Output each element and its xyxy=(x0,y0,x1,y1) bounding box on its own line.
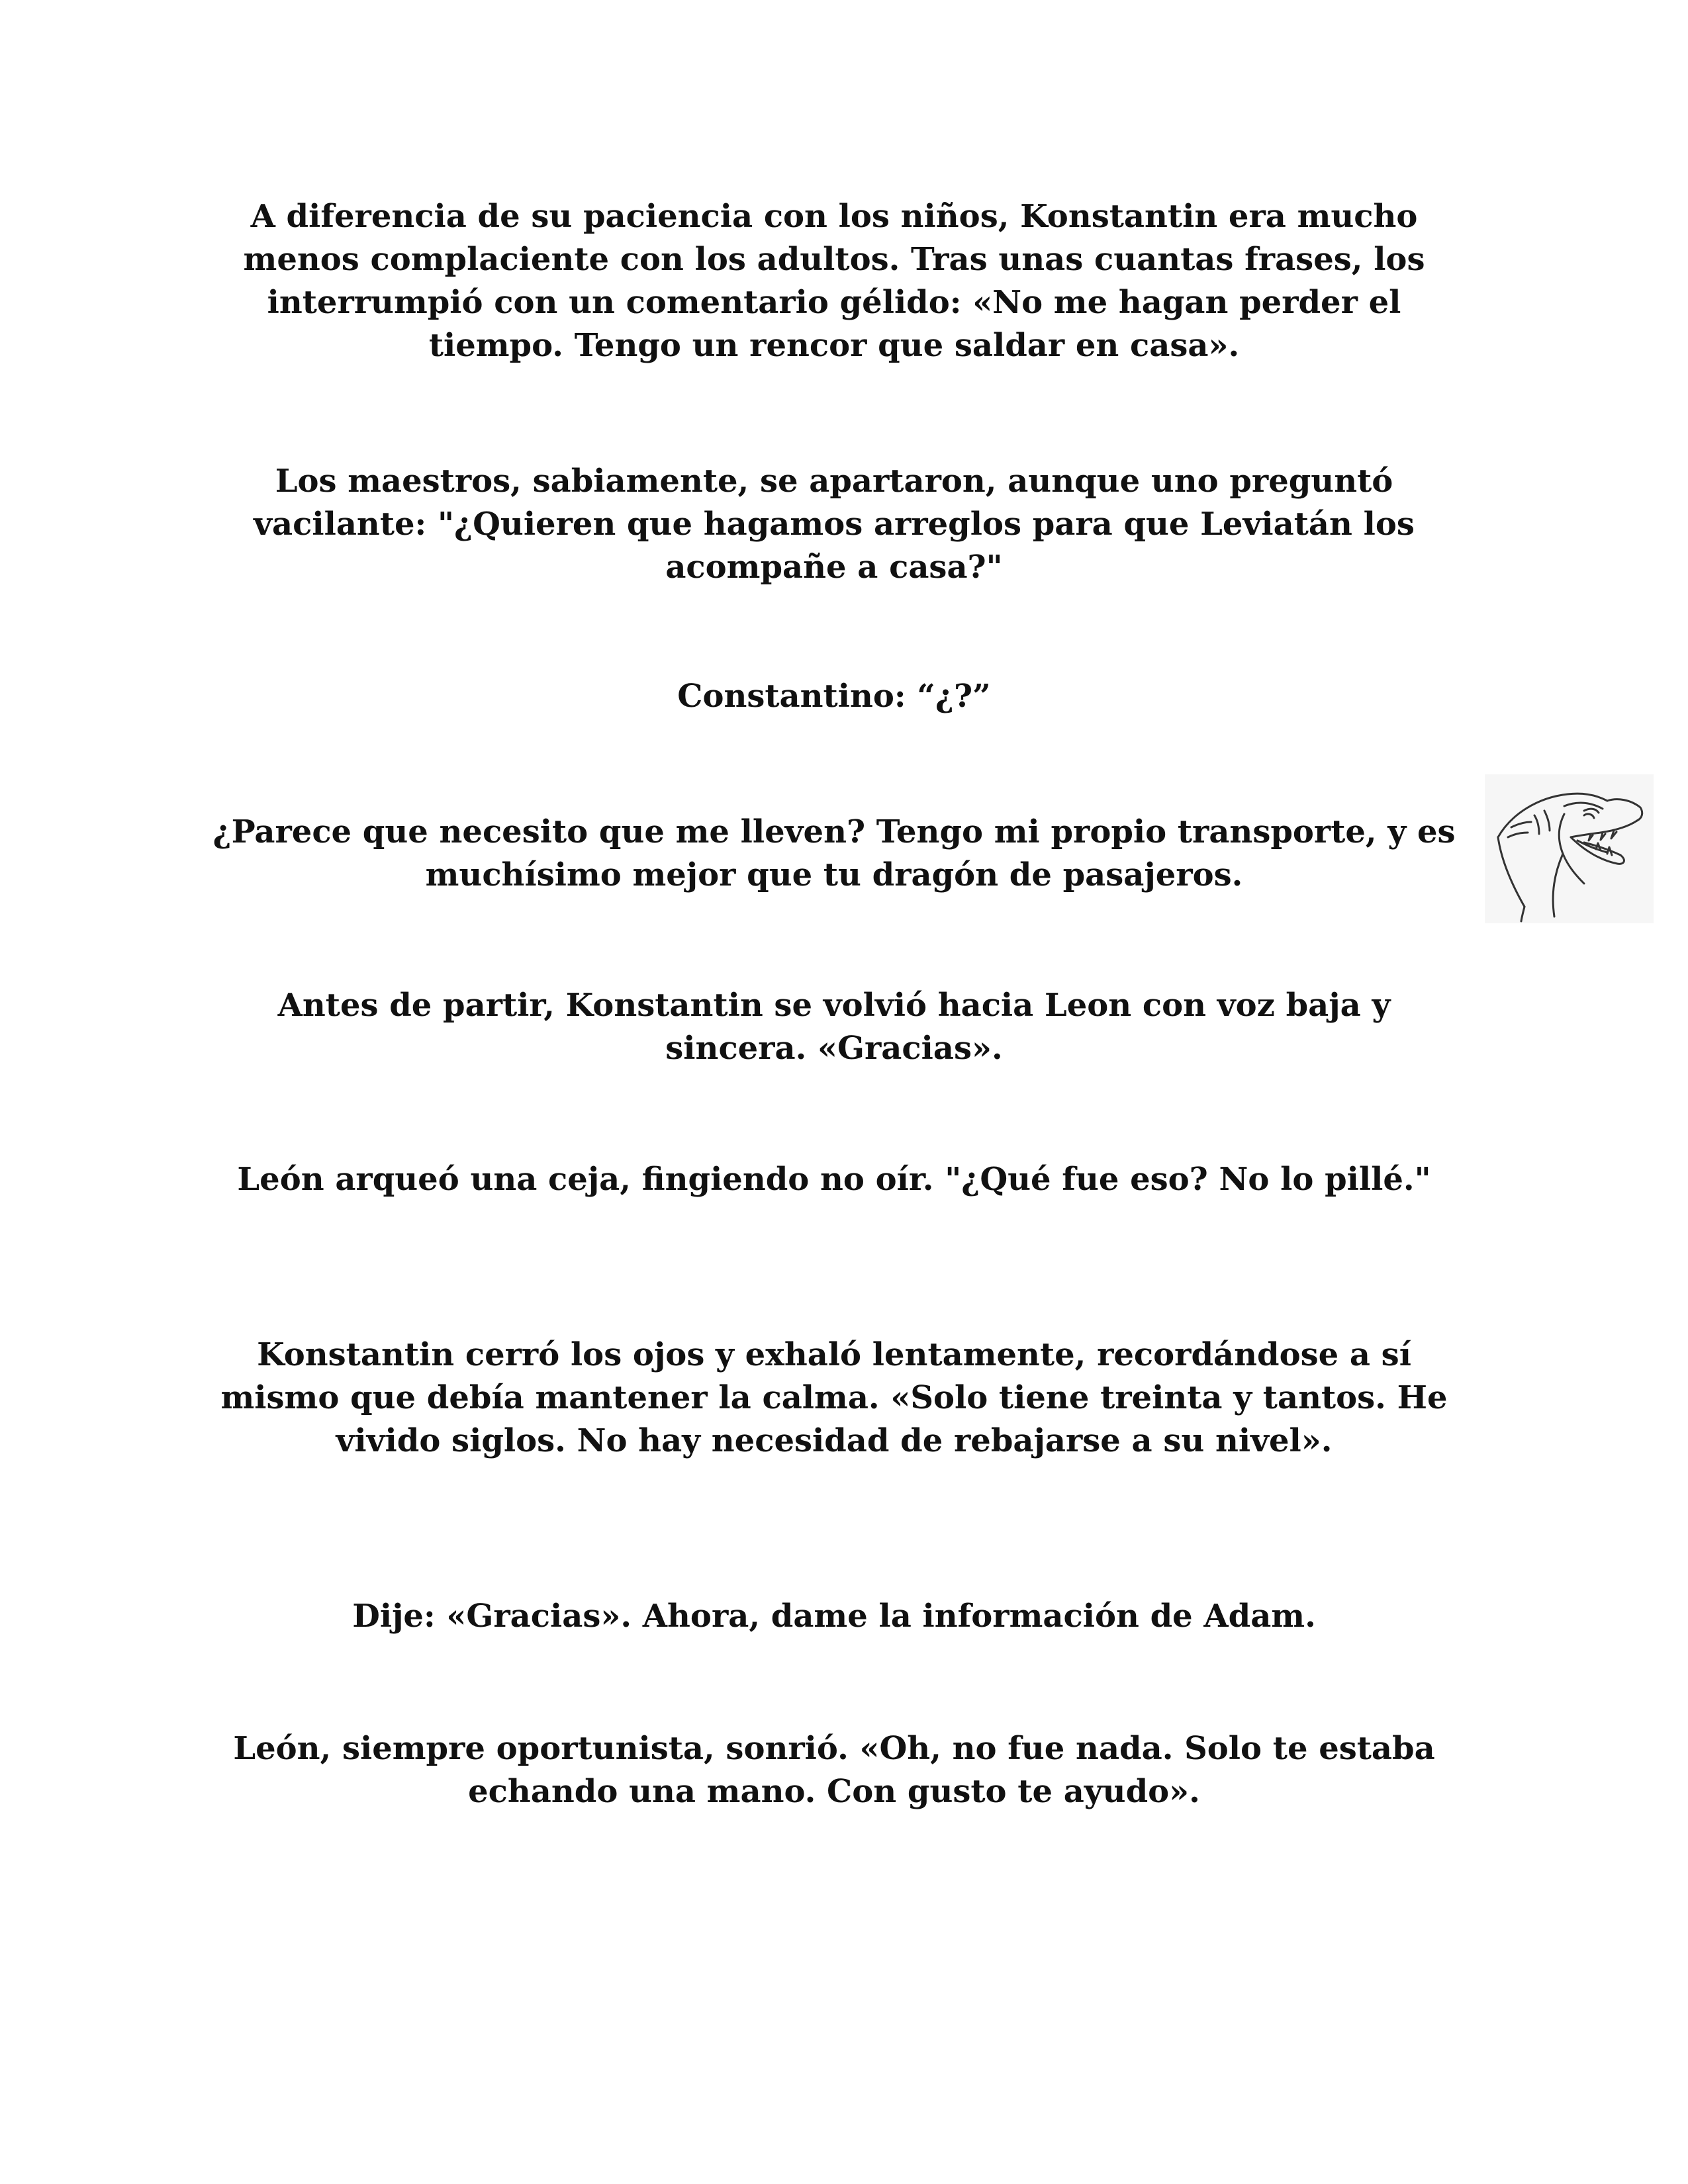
paragraph-8: Dije: «Gracias». Ahora, dame la información de Adam. xyxy=(352,1598,1316,1635)
paragraph-7: Konstantin cerró los ojos y exhaló lentamente, recordándose a sí mismo que debía mantener la calma. «Solo tiene treinta y tantos. He vivido siglos. No hay necesidad de rebajarse a su nivel». xyxy=(220,1336,1448,1459)
paragraph-3: Constantino: “¿?” xyxy=(677,678,991,715)
paragraph-9: León, siempre oportunista, sonrió. «Oh, no fue nada. Solo te estaba echando una mano. Con gusto te ayudo». xyxy=(233,1730,1435,1810)
dragon-head-sketch-icon xyxy=(1485,774,1654,923)
paragraph-2: Los maestros, sabiamente, se apartaron, aunque uno preguntó vacilante: "¿Quieren que hagamos arreglos para que Leviatán los acompañe a casa?" xyxy=(254,463,1415,586)
paragraph-1: A diferencia de su paciencia con los niños, Konstantin era mucho menos complaciente con los adultos. Tras unas cuantas frases, los interrumpió con un comentario gélido: «No me hagan perder el tiempo. Tengo un rencor que saldar en casa». xyxy=(243,198,1425,364)
paragraph-6: León arqueó una ceja, fingiendo no oír. "¿Qué fue eso? No lo pillé." xyxy=(237,1161,1431,1198)
paragraph-5: Antes de partir, Konstantin se volvió hacia Leon con voz baja y sincera. «Gracias». xyxy=(277,987,1391,1067)
paragraph-4: ¿Parece que necesito que me lleven? Tengo mi propio transporte, y es muchísimo mejor que tu dragón de pasajeros. xyxy=(212,813,1456,893)
